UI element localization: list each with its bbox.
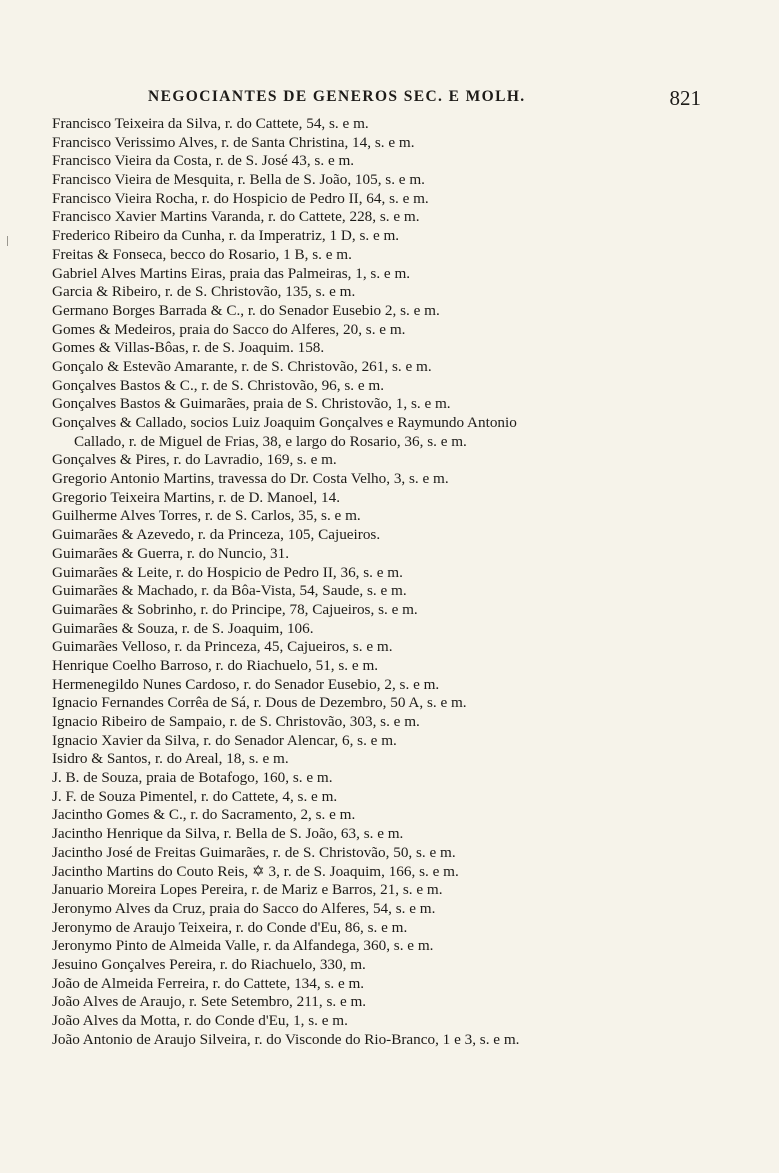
list-item: Isidro & Santos, r. do Areal, 18, s. e m. <box>52 750 289 768</box>
list-item: Francisco Xavier Martins Varanda, r. do Cattete, 228, s. e m. <box>52 208 420 226</box>
list-item: Jeronymo Alves da Cruz, praia do Sacco do Alferes, 54, s. e m. <box>52 899 436 917</box>
list-item: Guimarães & Sobrinho, r. do Principe, 78, Cajueiros, s. e m. <box>52 600 418 618</box>
list-item-continuation: Callado, r. de Miguel de Frias, 38, e largo do Rosario, 36, s. e m. <box>74 432 467 450</box>
list-item: Francisco Vieira da Costa, r. de S. José 43, s. e m. <box>52 152 355 170</box>
list-item: J. B. de Souza, praia de Botafogo, 160, s. e m. <box>52 769 333 787</box>
list-item: Frederico Ribeiro da Cunha, r. da Imperatriz, 1 D, s. e m. <box>52 227 400 245</box>
list-item: Guimarães Velloso, r. da Princeza, 45, Cajueiros, s. e m. <box>52 638 393 656</box>
list-item: Gregorio Antonio Martins, travessa do Dr. Costa Velho, 3, s. e m. <box>52 470 449 488</box>
list-item: Francisco Teixeira da Silva, r. do Cattete, 54, s. e m. <box>52 115 369 132</box>
list-item: Jacintho Henrique da Silva, r. Bella de S. João, 63, s. e m. <box>52 825 404 843</box>
list-item: Freitas & Fonseca, becco do Rosario, 1 B, s. e m. <box>52 245 352 263</box>
list-item: Gabriel Alves Martins Eiras, praia das Palmeiras, 1, s. e m. <box>52 264 411 282</box>
list-item: Gonçalves & Pires, r. do Lavradio, 169, s. e m. <box>52 451 337 469</box>
list-item: Gonçalves & Callado, socios Luiz Joaquim Gonçalves e Raymundo Antonio <box>52 414 517 431</box>
list-item: João Antonio de Araujo Silveira, r. do Visconde do Rio-Branco, 1 e 3, s. e m. <box>52 1030 520 1048</box>
margin-mark <box>7 236 8 246</box>
list-item: Gomes & Medeiros, praia do Sacco do Alferes, 20, s. e m. <box>52 320 406 338</box>
page-number: 821 <box>669 86 701 110</box>
list-item: Guimarães & Azevedo, r. da Princeza, 105, Cajueiros. <box>52 526 381 544</box>
list-item: J. F. de Souza Pimentel, r. do Cattete, 4, s. e m. <box>52 787 338 805</box>
list-item: Gregorio Teixeira Martins, r. de D. Manoel, 14. <box>52 488 340 506</box>
list-item: Gonçalves Bastos & C., r. de S. Christovão, 96, s. e m. <box>52 376 384 394</box>
list-item: Jeronymo Pinto de Almeida Valle, r. da Alfandega, 360, s. e m. <box>52 937 434 955</box>
list-item: Jacintho José de Freitas Guimarães, r. de S. Christovão, 50, s. e m. <box>52 843 456 861</box>
page-header <box>148 86 701 110</box>
list-item: Gonçalves Bastos & Guimarães, praia de S. Christovão, 1, s. e m. <box>52 395 451 413</box>
list-item: Gonçalo & Estevão Amarante, r. de S. Christovão, 261, s. e m. <box>52 357 432 375</box>
list-item: Jeronymo de Araujo Teixeira, r. do Conde d'Eu, 86, s. e m. <box>52 918 408 936</box>
list-item: Ignacio Ribeiro de Sampaio, r. de S. Christovão, 303, s. e m. <box>52 713 420 730</box>
list-item: Henrique Coelho Barroso, r. do Riachuelo, 51, s. e m. <box>52 656 379 674</box>
list-item: Guimarães & Machado, r. da Bôa-Vista, 54, Saude, s. e m. <box>52 582 407 600</box>
list-item: Jacintho Martins do Couto Reis, ✡ 3, r. de S. Joaquim, 166, s. e m. <box>52 862 459 880</box>
list-item: Guimarães & Souza, r. de S. Joaquim, 106. <box>52 619 314 637</box>
list-item: Guimarães & Leite, r. do Hospicio de Pedro II, 36, s. e m. <box>52 563 403 581</box>
list-item: Januario Moreira Lopes Pereira, r. de Mariz e Barros, 21, s. e m. <box>52 881 443 899</box>
list-item: Garcia & Ribeiro, r. de S. Christovão, 135, s. e m. <box>52 283 356 301</box>
list-item: Guimarães & Guerra, r. do Nuncio, 31. <box>52 544 290 562</box>
list-item: Gomes & Villas-Bôas, r. de S. Joaquim. 158. <box>52 339 325 357</box>
list-item: Francisco Verissimo Alves, r. de Santa Christina, 14, s. e m. <box>52 133 415 151</box>
list-item: Jacintho Gomes & C., r. do Sacramento, 2, s. e m. <box>52 806 356 824</box>
list-item: Germano Borges Barrada & C., r. do Senador Eusebio 2, s. e m. <box>52 301 440 319</box>
entry-list <box>52 115 742 1049</box>
list-item: Ignacio Xavier da Silva, r. do Senador Alencar, 6, s. e m. <box>52 731 397 749</box>
list-item: João Alves da Motta, r. do Conde d'Eu, 1, s. e m. <box>52 1012 348 1029</box>
list-item: João de Almeida Ferreira, r. do Cattete, 134, s. e m. <box>52 974 365 992</box>
list-item: Hermenegildo Nunes Cardoso, r. do Senador Eusebio, 2, s. e m. <box>52 675 440 693</box>
section-title: NEGOCIANTES DE GENEROS SEC. E MOLH. <box>148 88 526 105</box>
list-item: Ignacio Fernandes Corrêa de Sá, r. Dous de Dezembro, 50 A, s. e m. <box>52 694 467 712</box>
list-item: Francisco Vieira Rocha, r. do Hospicio de Pedro II, 64, s. e m. <box>52 189 429 207</box>
list-item: Francisco Vieira de Mesquita, r. Bella de S. João, 105, s. e m. <box>52 171 425 189</box>
list-item: Guilherme Alves Torres, r. de S. Carlos, 35, s. e m. <box>52 507 361 525</box>
list-item: Jesuino Gonçalves Pereira, r. do Riachuelo, 330, m. <box>52 955 366 973</box>
list-item: João Alves de Araujo, r. Sete Setembro, 211, s. e m. <box>52 993 367 1011</box>
